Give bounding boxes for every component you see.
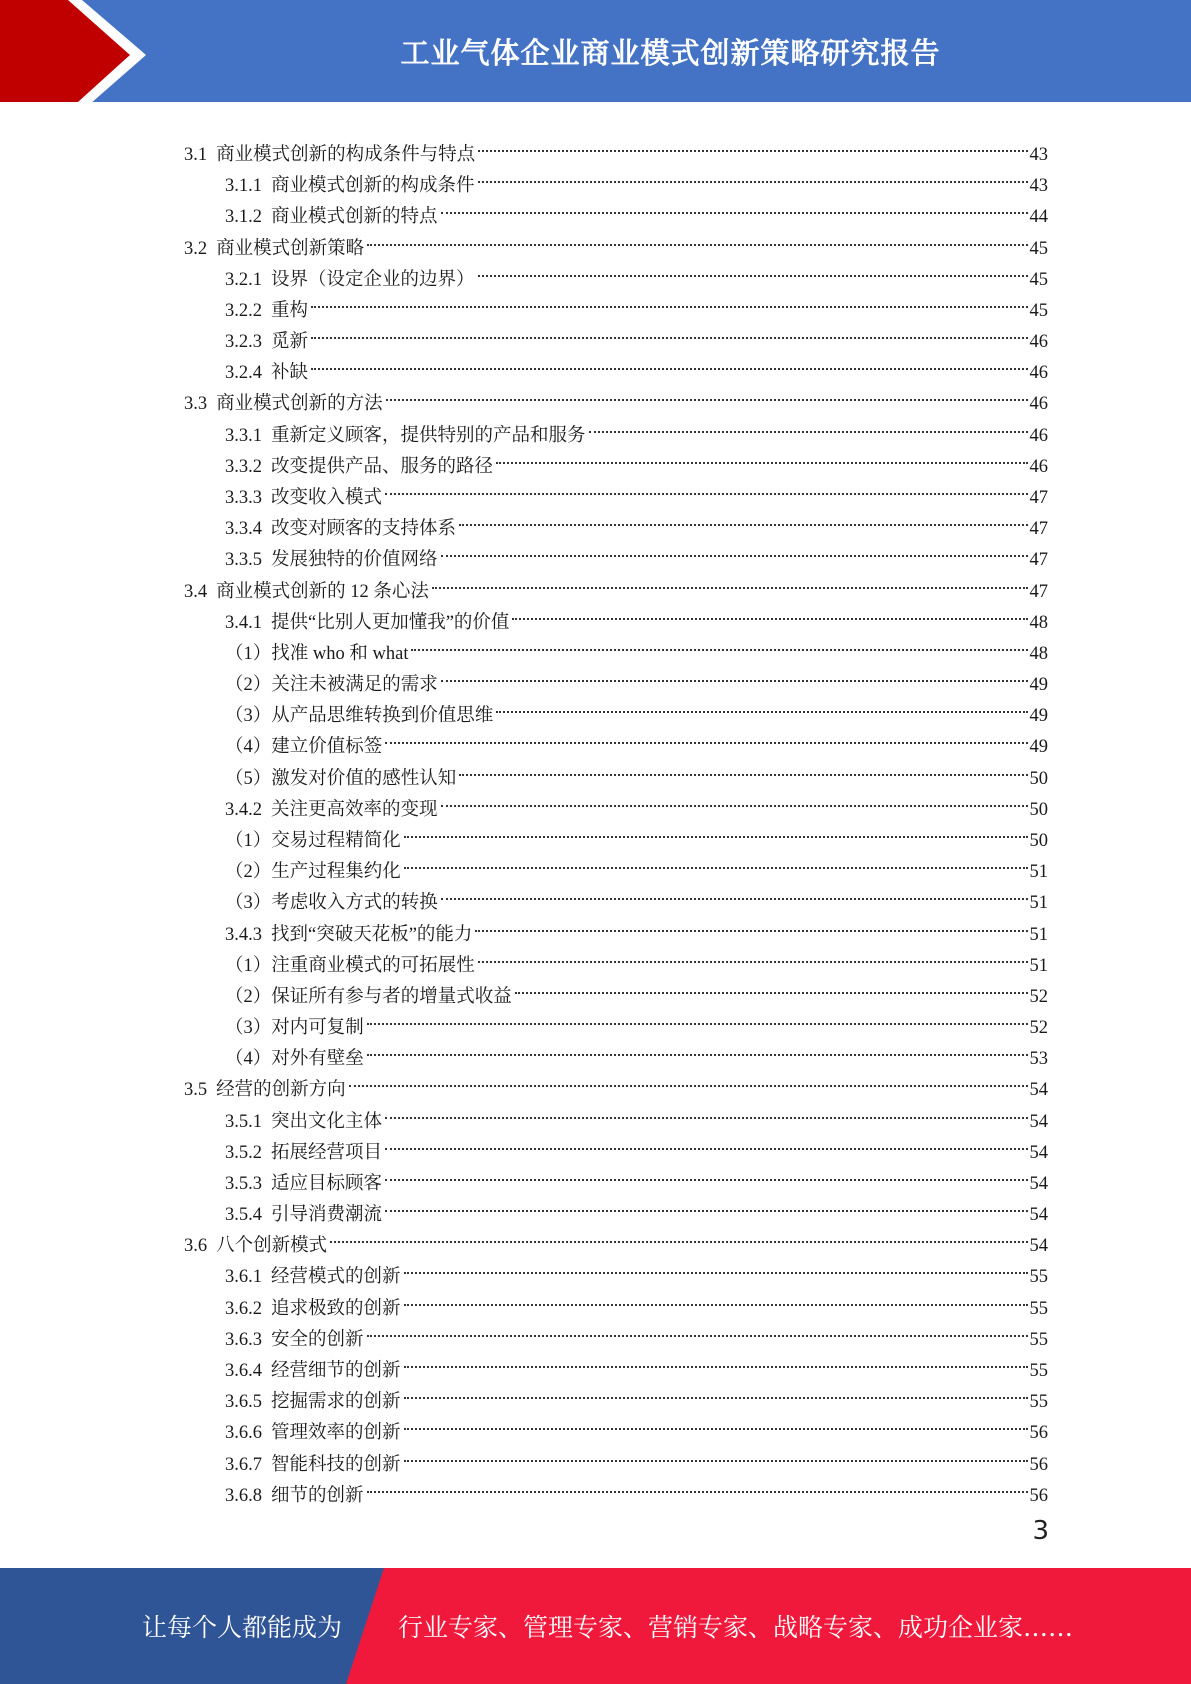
toc-entry-label: 找到“突破天花板”的能力 [271,925,473,945]
toc-entry-page: 54 [1029,1236,1048,1256]
toc-leader-dots [330,1210,1027,1243]
toc-entry-page: 54 [1029,1174,1048,1194]
toc-entry-label: 保证所有参与者的增量式收益 [271,987,512,1007]
toc-entry-label: 交易过程精简化 [271,831,401,851]
toc-entry-label: 重构 [271,301,309,321]
toc-entry-label: 改变收入模式 [271,488,383,508]
toc-entry-number: 3.6.6 [225,1423,262,1443]
toc-leader-dots [478,119,1027,152]
toc-entry-label: 商业模式创新的方法 [216,394,383,414]
toc-entry-label: 突出文化主体 [271,1112,383,1132]
toc-entry-page: 49 [1029,706,1048,726]
toc-entry-label: 挖掘需求的创新 [271,1392,401,1412]
toc-entry-label: 发展独特的价值网络 [271,550,438,570]
toc-leader-dots [441,867,1028,900]
toc-entry-number: 3.3 [184,394,208,414]
toc-entry-page: 47 [1029,519,1048,539]
toc-entry-page: 51 [1029,925,1048,945]
page-header [0,0,1191,111]
toc-entry-label: 建立价值标签 [271,737,383,757]
toc-entry-page: 51 [1029,862,1048,882]
toc-entry-number: 3.4.1 [225,613,262,633]
toc-entry-number: 3.6.2 [225,1299,262,1319]
toc-entry-page: 48 [1029,613,1048,633]
toc-entry-label: 从产品思维转换到价值思维 [271,706,494,726]
toc-entry-page: 51 [1029,893,1048,913]
toc-entry-label: 注重商业模式的可拓展性 [271,956,475,976]
toc-leader-dots [404,1273,1028,1306]
toc-leader-dots [367,213,1027,246]
toc-entry-label: 设界（设定企业的边界） [271,270,475,290]
toc-leader-dots [385,1086,1027,1119]
toc-entry-label: 商业模式创新的 12 条心法 [216,582,429,602]
footer-roles: 行业专家、管理专家、营销专家、战略专家、成功企业家…… [398,1613,1074,1642]
toc-entry-page: 56 [1029,1486,1048,1506]
toc-leader-dots [404,1397,1028,1430]
toc-entry-page: 51 [1029,956,1048,976]
toc-entry-label: 适应目标顾客 [271,1174,383,1194]
toc-entry-page: 50 [1029,769,1048,789]
toc-leader-dots [385,462,1027,495]
toc-leader-dots [478,244,1028,277]
toc-entry-number: （2） [225,987,272,1007]
toc-entry-page: 46 [1029,332,1048,352]
toc-entry-label: 引导消费潮流 [271,1205,383,1225]
toc-entry-page: 52 [1029,1018,1048,1038]
toc-entry-number: 3.6.5 [225,1392,262,1412]
toc-entry-label: 拓展经营项目 [271,1143,383,1163]
toc-leader-dots [459,743,1027,776]
toc-entry-number: 3.6.8 [225,1486,262,1506]
toc-entry-page: 46 [1029,363,1048,383]
toc-entry-number: 3.5.2 [225,1143,262,1163]
toc-entry-number: （1） [225,956,272,976]
toc-entry-number: （4） [225,737,272,757]
toc-entry-page: 45 [1029,301,1048,321]
toc-entry-label: 商业模式创新的构成条件 [271,176,475,196]
toc-entry-number: （1） [225,644,272,664]
toc-leader-dots [367,1460,1028,1493]
toc-entry-number: 3.2.4 [225,363,262,383]
header-divider [0,102,1191,111]
toc-entry-label: 关注更高效率的变现 [271,800,438,820]
toc-entry-label: 找准 who 和 what [271,644,409,664]
toc-entry-label: 智能科技的创新 [271,1455,401,1475]
toc-entry-label: 觅新 [271,332,309,352]
toc-entry-page: 55 [1029,1361,1048,1381]
toc-entry-number: 3.1.1 [225,176,262,196]
toc-entry-page: 56 [1029,1455,1048,1475]
toc-leader-dots [515,961,1028,994]
toc-entry-label: 生产过程集约化 [271,862,401,882]
toc-leader-dots [441,649,1028,682]
toc-leader-dots [367,1023,1028,1056]
toc-leader-dots [385,711,1027,744]
toc-entry-page: 47 [1029,582,1048,602]
toc-leader-dots [441,524,1028,557]
toc-entry-number: 3.6.3 [225,1330,262,1350]
toc-entry-page: 47 [1029,550,1048,570]
toc-entry-page: 54 [1029,1112,1048,1132]
toc-entry-page: 50 [1029,800,1048,820]
toc-entry-number: （1） [225,831,272,851]
toc-leader-dots [441,181,1028,214]
toc-entry-number: 3.5.3 [225,1174,262,1194]
toc-entry-number: 3.1 [184,145,208,165]
toc-entry-page: 46 [1029,394,1048,414]
toc-entry-page: 45 [1029,270,1048,290]
toc-entry-page: 55 [1029,1392,1048,1412]
toc-entry-number: 3.6.1 [225,1267,262,1287]
toc-entry-page: 55 [1029,1299,1048,1319]
toc-entry-number: 3.6 [184,1236,208,1256]
toc-entry-page: 56 [1029,1423,1048,1443]
toc-entry-label: 对内可复制 [271,1018,364,1038]
toc-leader-dots [385,1179,1027,1212]
toc-entry-page: 46 [1029,426,1048,446]
toc-leader-dots [404,1241,1028,1274]
toc-entry-page: 54 [1029,1080,1048,1100]
toc-leader-dots [404,1335,1028,1368]
toc-entry-page: 49 [1029,737,1048,757]
page-number: 3 [1032,1516,1049,1546]
toc-entry-number: 3.2.3 [225,332,262,352]
toc-leader-dots [459,493,1027,526]
toc-leader-dots [404,836,1028,869]
toc-entry-label: 商业模式创新的构成条件与特点 [216,145,476,165]
toc-leader-dots [411,618,1027,651]
toc-leader-dots [478,150,1028,183]
toc-entry-number: 3.2 [184,239,208,259]
toc-entry-label: 经营的创新方向 [216,1080,346,1100]
toc-leader-dots [311,275,1027,308]
toc-entry-label: 改变提供产品、服务的路径 [271,457,494,477]
toc-leader-dots [404,1429,1028,1462]
toc-entry-number: 3.5.4 [225,1205,262,1225]
toc-entry-page: 54 [1029,1143,1048,1163]
toc-entry-page: 53 [1029,1049,1048,1069]
toc-leader-dots [441,774,1028,807]
footer-slogan: 让每个人都能成为 [142,1613,343,1642]
toc-entry-number: （3） [225,893,272,913]
toc-entry-label: 管理效率的创新 [271,1423,401,1443]
toc-entry-label: 经营细节的创新 [271,1361,401,1381]
toc-entry-label: 经营模式的创新 [271,1267,401,1287]
toc-entry-number: 3.4 [184,582,208,602]
toc-entry-page: 47 [1029,488,1048,508]
toc-leader-dots [512,587,1027,620]
toc-leader-dots [496,431,1027,464]
toc-entry-label: 商业模式创新策略 [216,239,365,259]
report-title: 工业气体企业商业模式创新策略研究报告 [400,35,941,70]
toc-leader-dots [311,306,1027,339]
toc-leader-dots [496,680,1027,713]
toc-entry-number: 3.5 [184,1080,208,1100]
toc-entry-number: （5） [225,769,272,789]
toc-entry-number: 3.2.1 [225,270,262,290]
toc-entry-page: 48 [1029,644,1048,664]
toc-entry-page: 49 [1029,675,1048,695]
toc-entry-number: 3.4.3 [225,925,262,945]
toc-entry-label: 对外有壁垒 [271,1049,364,1069]
toc-entry-number: 3.4.2 [225,800,262,820]
toc-entry-label: 激发对价值的感性认知 [271,769,457,789]
toc-entry-page: 52 [1029,987,1048,1007]
toc-entry-label: 八个创新模式 [216,1236,328,1256]
toc-leader-dots [311,337,1027,370]
page-footer [0,1568,1191,1684]
toc-entry[interactable] [225,1468,1048,1506]
toc-leader-dots [367,992,1028,1025]
toc-leader-dots [386,368,1028,401]
header-chevron-decoration [0,0,160,111]
toc-entry-label: 商业模式创新的特点 [271,207,438,227]
toc-leader-dots [432,556,1028,589]
toc-entry-number: 3.2.2 [225,301,262,321]
toc-leader-dots [349,1054,1028,1087]
toc-entry-label: 改变对顾客的支持体系 [271,519,457,539]
toc-entry-page: 55 [1029,1267,1048,1287]
toc-entry-label: 重新定义顾客，提供特别的产品和服务 [271,426,586,446]
toc-entry-number: 3.3.2 [225,457,262,477]
toc-entry-number: 3.5.1 [225,1112,262,1132]
toc-entry-number: 3.3.3 [225,488,262,508]
toc-leader-dots [385,1148,1027,1181]
toc-entry-label: 安全的创新 [271,1330,364,1350]
toc-entry-label: 追求极致的创新 [271,1299,401,1319]
toc-leader-dots [475,899,1027,932]
toc-entry-number: 3.3.5 [225,550,262,570]
toc-entry-number: 3.3.1 [225,426,262,446]
toc-leader-dots [589,400,1028,433]
toc-entry-label: 补缺 [271,363,309,383]
toc-entry-number: 3.3.4 [225,519,262,539]
toc-entry-page: 45 [1029,239,1048,259]
toc-entry-number: 3.6.4 [225,1361,262,1381]
toc-leader-dots [478,930,1028,963]
toc-entry-label: 关注未被满足的需求 [271,675,438,695]
toc-entry-label: 提供“比别人更加懂我”的价值 [271,613,510,633]
toc-entry-page: 44 [1029,207,1048,227]
toc-leader-dots [385,1117,1027,1150]
toc-entry-number: 3.6.7 [225,1455,262,1475]
toc-entry-page: 43 [1029,176,1048,196]
toc-entry-page: 43 [1029,145,1048,165]
toc-entry-label: 考虑收入方式的转换 [271,893,438,913]
toc-entry-page: 50 [1029,831,1048,851]
toc-entry-page: 55 [1029,1330,1048,1350]
toc-entry-label: 细节的创新 [271,1486,364,1506]
toc-entry-number: （2） [225,675,272,695]
toc-leader-dots [404,1366,1028,1399]
toc-entry-page: 46 [1029,457,1048,477]
toc-entry-number: （3） [225,1018,272,1038]
toc-leader-dots [367,1304,1028,1337]
toc-entry-number: 3.1.2 [225,207,262,227]
toc-entry-number: （2） [225,862,272,882]
toc-leader-dots [404,805,1028,838]
toc-entry-number: （4） [225,1049,272,1069]
toc-entry-number: （3） [225,706,272,726]
toc-entry-page: 54 [1029,1205,1048,1225]
